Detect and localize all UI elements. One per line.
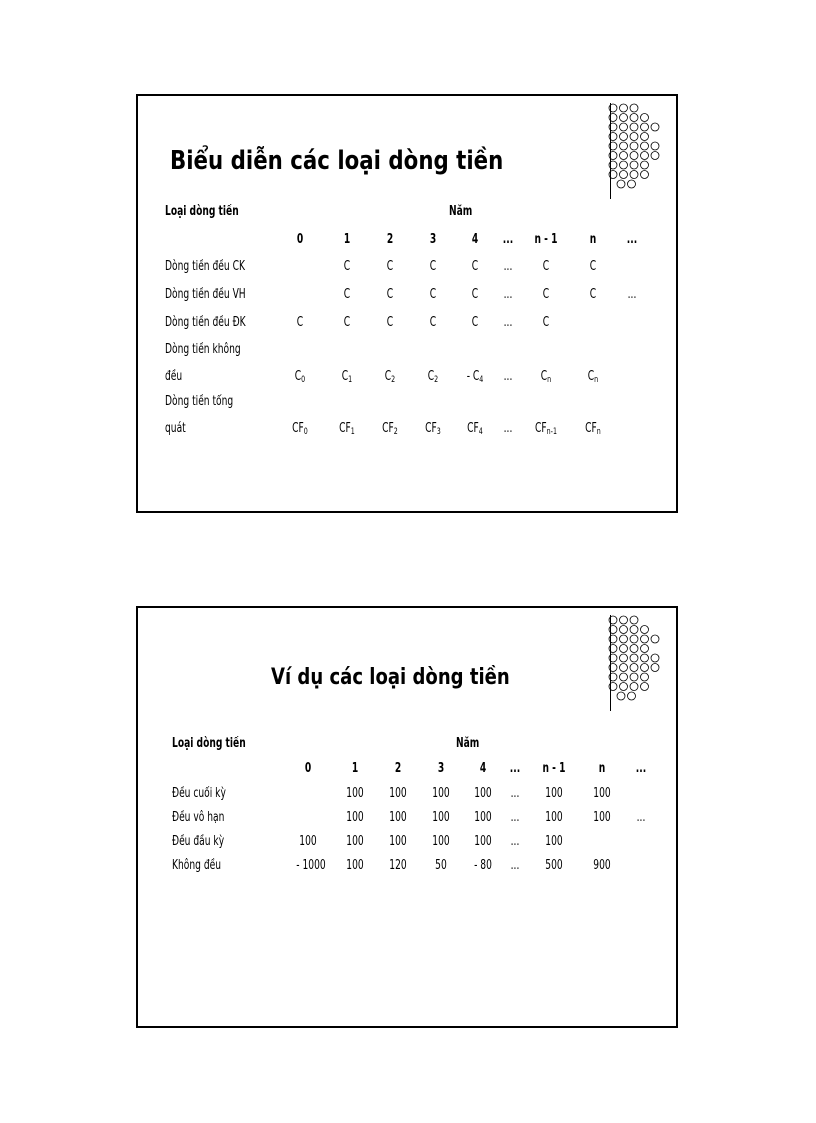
row-label: Đều vô hạn (172, 810, 225, 825)
row-label: Đều đầu kỳ (172, 834, 225, 849)
table-cell: 100 (432, 810, 450, 825)
table-cell (330, 421, 364, 437)
table-cell: 100 (593, 810, 611, 825)
cell-subscript: 2 (393, 427, 398, 437)
row-header: Loại dòng tiền (172, 736, 246, 751)
table-cell: C (589, 287, 597, 302)
cell-main: CF (292, 421, 304, 436)
table-cell: 100 (346, 834, 364, 849)
table-cell (491, 421, 525, 436)
table-cell: 50 (435, 858, 447, 873)
row-label: Đều cuối kỳ (172, 786, 226, 801)
slide-title: Ví dụ các loại dòng tiền (271, 665, 510, 690)
year-header: Năm (449, 204, 473, 219)
table-cell: C (343, 287, 351, 302)
table-cell: - 1000 (296, 858, 326, 873)
column-header: 0 (296, 232, 304, 247)
table-cell: 100 (346, 810, 364, 825)
table-cell: 100 (346, 858, 364, 873)
column-header: n (589, 232, 597, 247)
row-label: Dòng tiền tổng (165, 394, 234, 409)
cell-subscript: 0 (303, 427, 308, 437)
column-header: ... (502, 232, 514, 247)
column-header: ... (635, 761, 647, 776)
table-cell: C (386, 259, 394, 274)
cell-subscript: 0 (301, 375, 306, 385)
table-cell: C (343, 259, 351, 274)
row-label: Dòng tiền đều VH (165, 287, 246, 302)
cell-main: CF (339, 421, 351, 436)
table-cell: ... (503, 315, 513, 330)
column-header: 2 (394, 761, 402, 776)
table-cell: ... (510, 858, 520, 873)
column-header: n - 1 (534, 232, 558, 247)
table-cell: C (471, 287, 479, 302)
table-cell: 100 (545, 810, 563, 825)
row-header: Loại dòng tiền (165, 204, 239, 219)
slide-1 (136, 94, 678, 513)
cell-subscript: 1 (350, 427, 355, 437)
cell-main: CF (425, 421, 437, 436)
table-cell (576, 421, 610, 437)
table-cell (458, 421, 492, 437)
table-cell (373, 369, 407, 385)
table-cell: 100 (474, 834, 492, 849)
cell-main: - C (466, 369, 480, 384)
table-cell: C (343, 315, 351, 330)
column-header: 0 (304, 761, 312, 776)
cell-subscript: n (596, 427, 601, 437)
circles-decor-icon (607, 103, 667, 199)
table-cell: C (542, 287, 550, 302)
table-cell (529, 421, 563, 437)
column-header: n (598, 761, 606, 776)
table-cell: 120 (389, 858, 407, 873)
table-cell: 100 (545, 834, 563, 849)
table-cell: C (429, 287, 437, 302)
table-cell (373, 421, 407, 437)
table-cell (283, 369, 317, 385)
table-cell: ... (503, 259, 513, 274)
table-cell: C (296, 315, 304, 330)
table-cell: 100 (389, 834, 407, 849)
cell-main: C (294, 369, 302, 384)
cell-subscript: n-1 (546, 427, 557, 437)
table-cell: 100 (545, 786, 563, 801)
column-header: 4 (471, 232, 479, 247)
column-header: ... (509, 761, 521, 776)
slide-2 (136, 606, 678, 1028)
cell-main: C (341, 369, 349, 384)
table-cell: C (589, 259, 597, 274)
column-header: ... (626, 232, 638, 247)
cell-subscript: n (547, 375, 552, 385)
cell-main: C (587, 369, 595, 384)
table-cell (416, 369, 450, 385)
table-cell (330, 369, 364, 385)
table-cell (529, 369, 563, 385)
table-cell (416, 421, 450, 437)
table-cell: 100 (299, 834, 317, 849)
slide-title: Biểu diễn các loại dòng tiền (170, 146, 504, 176)
column-header: 2 (386, 232, 394, 247)
cell-main: ... (503, 421, 513, 436)
cell-main: CF (535, 421, 547, 436)
column-header: 3 (429, 232, 437, 247)
table-cell: ... (636, 810, 646, 825)
row-label: quát (165, 421, 186, 436)
table-cell: 100 (593, 786, 611, 801)
table-cell: 900 (593, 858, 611, 873)
table-cell: C (429, 315, 437, 330)
cell-subscript: 4 (479, 375, 484, 385)
column-header: 3 (437, 761, 445, 776)
row-label: Dòng tiền đều ĐK (165, 315, 246, 330)
table-cell: 100 (432, 834, 450, 849)
cell-subscript: 2 (434, 375, 439, 385)
circles-decor-icon (607, 615, 667, 711)
table-cell: C (471, 259, 479, 274)
cell-main: CF (382, 421, 394, 436)
row-label: Dòng tiền không (165, 342, 241, 357)
cell-subscript: 3 (436, 427, 441, 437)
table-cell (283, 421, 317, 437)
cell-subscript: 1 (348, 375, 353, 385)
table-cell (576, 369, 610, 385)
cell-main: ... (503, 369, 513, 384)
table-cell: 100 (474, 810, 492, 825)
table-cell: C (386, 287, 394, 302)
cell-main: CF (585, 421, 597, 436)
cell-main: C (427, 369, 435, 384)
cell-main: C (540, 369, 548, 384)
table-cell: C (386, 315, 394, 330)
year-header: Năm (456, 736, 480, 751)
table-cell (458, 369, 492, 385)
cell-subscript: 4 (478, 427, 483, 437)
table-cell: C (471, 315, 479, 330)
table-cell: ... (627, 287, 637, 302)
table-cell: 100 (389, 786, 407, 801)
row-label: Dòng tiền đều CK (165, 259, 245, 274)
row-label: đều (165, 369, 183, 384)
table-cell: C (542, 315, 550, 330)
table-cell: 500 (545, 858, 563, 873)
column-header: n - 1 (542, 761, 566, 776)
table-cell: ... (503, 287, 513, 302)
table-cell: ... (510, 786, 520, 801)
table-cell: 100 (389, 810, 407, 825)
table-cell: C (542, 259, 550, 274)
cell-main: C (384, 369, 392, 384)
cell-main: CF (467, 421, 479, 436)
column-header: 4 (479, 761, 487, 776)
table-cell: 100 (474, 786, 492, 801)
table-cell: ... (510, 810, 520, 825)
table-cell (491, 369, 525, 384)
column-header: 1 (351, 761, 359, 776)
row-label: Không đều (172, 858, 222, 873)
table-cell: - 80 (474, 858, 492, 873)
table-cell: 100 (346, 786, 364, 801)
cell-subscript: n (594, 375, 599, 385)
table-cell: 100 (432, 786, 450, 801)
table-cell: ... (510, 834, 520, 849)
cell-subscript: 2 (391, 375, 396, 385)
column-header: 1 (343, 232, 351, 247)
table-cell: C (429, 259, 437, 274)
